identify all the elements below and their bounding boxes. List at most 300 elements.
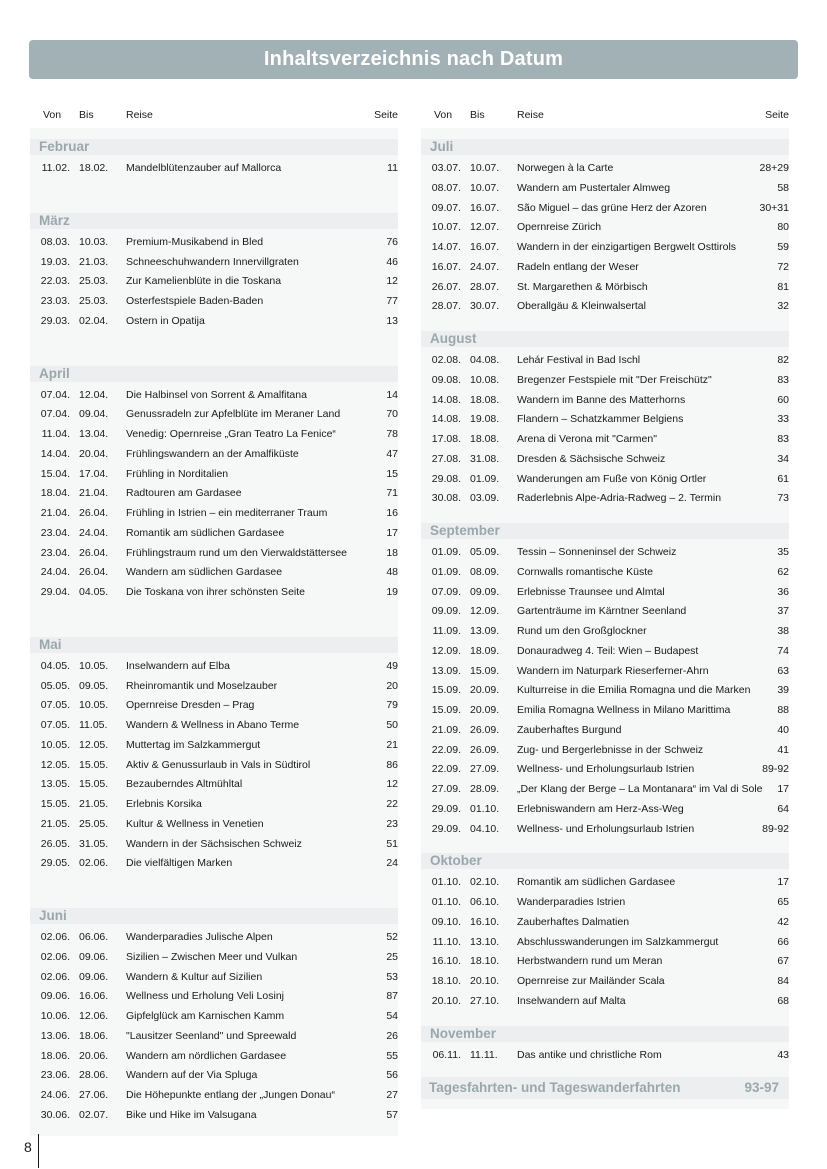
date-to: 19.08. [470, 413, 500, 426]
date-from: 02.06. [40, 931, 70, 943]
list-item [30, 736, 398, 756]
trip-name: Flandern – Schatzkammer Belgiens [517, 413, 684, 426]
trip-name: Mandelblütenzauber auf Mallorca [126, 162, 282, 174]
date-from: 08.07. [431, 181, 461, 194]
date-to: 08.09. [470, 565, 500, 578]
day-trips-pages: 93-97 [744, 1080, 779, 1096]
date-from: 07.04. [40, 388, 70, 401]
date-from: 24.04. [40, 566, 70, 579]
date-from: 15.04. [40, 467, 70, 480]
trip-name: Oberallgäu & Kleinwalsertal [517, 300, 646, 313]
list-item [421, 780, 789, 800]
trip-name: Cornwalls romantische Küste [517, 565, 653, 578]
trip-name: Die Höhepunkte entlang der „Jungen Donau“ [126, 1089, 335, 1101]
date-to: 02.06. [79, 857, 109, 870]
date-to: 24.07. [470, 260, 500, 273]
date-to: 04.05. [79, 586, 109, 598]
date-to: 20.04. [79, 447, 109, 460]
date-from: 22.09. [431, 743, 461, 756]
list-item [30, 312, 398, 332]
list-item [30, 854, 398, 874]
list-item [30, 716, 398, 736]
trip-name: Gartenträume im Kärntner Seenland [517, 605, 687, 618]
date-from: 26.07. [431, 280, 461, 293]
right-column [421, 100, 789, 1109]
date-from: 07.09. [431, 585, 461, 598]
date-from: 09.09. [431, 605, 461, 618]
page-ref: 16 [386, 507, 398, 519]
page-ref: 76 [386, 235, 398, 248]
page-ref: 82 [777, 354, 789, 366]
trip-name: Radeln entlang der Weser [517, 260, 639, 273]
page-ref: 56 [386, 1069, 398, 1082]
list-item [30, 405, 398, 425]
page-ref: 50 [386, 719, 398, 731]
page-ref: 36 [777, 585, 789, 598]
date-from: 09.10. [431, 915, 461, 928]
date-to: 09.04. [79, 408, 109, 421]
list-item [421, 992, 789, 1012]
date-to: 03.09. [470, 492, 500, 505]
page-ref: 37 [777, 605, 789, 618]
trip-name: Wandern am nördlichen Gardasee [126, 1049, 287, 1062]
date-to: 26.04. [79, 546, 109, 559]
list-item [30, 815, 398, 835]
trip-name: Das antike und christliche Rom [517, 1048, 662, 1061]
trip-name: Raderlebnis Alpe-Adria-Radweg – 2. Termin [517, 492, 722, 505]
trip-name: Abschlusswanderungen im Salzkammergut [517, 935, 719, 948]
date-from: 14.04. [40, 447, 70, 460]
date-from: 02.06. [40, 970, 70, 983]
trip-name: Radtouren am Gardasee [126, 487, 242, 500]
page-ref: 78 [386, 428, 398, 440]
day-trips-entry [421, 1077, 789, 1099]
list-item [30, 835, 398, 855]
list-item [30, 292, 398, 312]
date-to: 04.08. [470, 354, 500, 366]
trip-name: Wandern im Naturpark Rieserferner-Ahrn [517, 664, 709, 677]
trip-name: Erlebnisse Traunsee und Almtal [517, 585, 665, 598]
date-to: 18.10. [470, 955, 500, 968]
page-ref: 88 [777, 704, 789, 716]
trip-name: Wandern auf der Via Spluga [126, 1069, 258, 1082]
date-to: 02.04. [79, 314, 109, 327]
list-item [421, 410, 789, 430]
date-to: 11.05. [79, 719, 108, 731]
left-column [30, 100, 398, 1136]
page-ref: 28+29 [759, 162, 789, 174]
date-from: 18.04. [40, 487, 70, 500]
date-to: 13.09. [470, 625, 500, 637]
trip-name: Ostern in Opatija [126, 314, 205, 327]
header-seite: Seite [765, 109, 789, 121]
date-from: 22.03. [40, 275, 70, 288]
header-von: Von [43, 109, 62, 121]
trip-name: Wandern & Wellness in Abano Terme [126, 719, 300, 731]
date-to: 09.06. [79, 950, 109, 963]
page-ref: 63 [777, 664, 789, 677]
trip-name: Wanderungen am Fuße von König Ortler [517, 472, 707, 485]
list-item [421, 351, 789, 371]
list-item [421, 450, 789, 470]
page-ref: 86 [386, 758, 398, 771]
date-from: 02.08. [431, 354, 461, 366]
date-from: 21.05. [40, 817, 70, 830]
month-heading: Juli [421, 139, 789, 155]
date-from: 13.06. [40, 1029, 70, 1042]
date-from: 04.05. [40, 659, 70, 672]
date-from: 19.03. [40, 255, 70, 268]
date-from: 12.05. [40, 758, 70, 771]
date-from: 07.05. [40, 699, 70, 712]
list-item [421, 297, 789, 317]
list-item [30, 504, 398, 524]
date-from: 10.05. [40, 738, 70, 751]
page-ref: 67 [777, 955, 789, 968]
page-ref: 43 [777, 1048, 789, 1061]
page-ref: 55 [386, 1049, 398, 1062]
date-to: 21.03. [79, 255, 109, 268]
date-to: 31.05. [79, 837, 109, 850]
date-to: 26.09. [470, 723, 500, 736]
left-panel [30, 128, 398, 1136]
date-to: 05.09. [470, 546, 500, 558]
date-to: 20.10. [470, 975, 500, 987]
date-from: 18.10. [431, 975, 461, 987]
list-item [421, 701, 789, 721]
page-ref: 20 [386, 679, 398, 692]
divider [38, 1134, 39, 1168]
date-from: 09.07. [431, 201, 461, 214]
trip-name: Frühling in Norditalien [126, 467, 229, 480]
page-ref: 83 [777, 373, 789, 386]
list-item [30, 696, 398, 716]
page-ref: 12 [386, 778, 398, 791]
page-ref: 22 [386, 798, 398, 810]
page-ref: 14 [386, 388, 398, 401]
date-from: 29.09. [431, 802, 461, 815]
date-from: 11.02. [41, 162, 70, 174]
list-item [421, 933, 789, 953]
date-from: 14.07. [431, 241, 461, 253]
list-item [30, 1047, 398, 1067]
page-ref: 87 [386, 990, 398, 1003]
date-to: 26.04. [79, 566, 109, 579]
date-to: 25.03. [79, 295, 109, 307]
page-ref: 24 [386, 857, 398, 870]
date-from: 23.04. [40, 546, 70, 559]
list-item [421, 741, 789, 761]
page-ref: 33 [777, 413, 789, 426]
trip-name: Emilia Romagna Wellness in Milano Marittima [517, 704, 731, 716]
right-panel [421, 128, 789, 1109]
date-from: 16.07. [431, 260, 461, 273]
page-ref: 77 [386, 295, 398, 307]
page-ref: 25 [386, 950, 398, 963]
date-to: 21.04. [79, 487, 109, 500]
date-from: 07.04. [40, 408, 70, 421]
list-item [30, 657, 398, 677]
page-ref: 15 [386, 467, 398, 480]
date-to: 06.06. [79, 931, 109, 943]
date-to: 02.10. [470, 876, 500, 889]
date-from: 17.08. [431, 433, 461, 445]
date-to: 04.10. [470, 822, 500, 835]
trip-name: Rheinromantik und Moselzauber [126, 679, 278, 692]
trip-name: Erlebnis Korsika [126, 798, 202, 810]
date-from: 22.09. [431, 763, 461, 776]
date-from: 08.03. [40, 235, 70, 248]
date-from: 29.04. [40, 586, 70, 598]
date-from: 11.09. [432, 625, 461, 637]
list-item [30, 233, 398, 253]
list-item [421, 199, 789, 219]
list-item [30, 1086, 398, 1106]
trip-name: Wanderparadies Istrien [517, 896, 626, 908]
trip-name: Bezauberndes Altmühltal [126, 778, 243, 791]
list-item [421, 952, 789, 972]
date-to: 13.04. [79, 428, 109, 440]
page-ref: 26 [386, 1029, 398, 1042]
list-item [30, 948, 398, 968]
trip-name: Wandern im Banne des Matterhorns [517, 393, 686, 406]
list-item [421, 470, 789, 490]
page-ref: 80 [777, 221, 789, 234]
date-from: 29.09. [431, 822, 461, 835]
page-ref: 47 [386, 447, 398, 460]
date-from: 14.08. [431, 393, 461, 406]
list-item [421, 391, 789, 411]
list-item [30, 928, 398, 948]
date-to: 18.06. [79, 1029, 109, 1042]
list-item [30, 425, 398, 445]
page-ref: 72 [777, 260, 789, 273]
column-header [421, 100, 789, 128]
trip-name: Wandern in der Sächsischen Schweiz [126, 837, 302, 850]
date-to: 12.09. [470, 605, 500, 618]
trip-name: Gipfelglück am Karnischen Kamm [126, 1010, 285, 1022]
page-ref: 89-92 [762, 822, 789, 835]
page-ref: 23 [386, 817, 398, 830]
list-item [421, 622, 789, 642]
date-to: 20.06. [79, 1049, 109, 1062]
list-item [30, 987, 398, 1007]
date-from: 10.06. [40, 1010, 70, 1022]
list-item [30, 677, 398, 697]
date-from: 11.04. [41, 428, 70, 440]
date-to: 21.05. [79, 798, 109, 810]
page-ref: 53 [386, 970, 398, 983]
header-bis: Bis [470, 109, 485, 121]
date-to: 15.05. [79, 758, 109, 771]
trip-name: Kulturreise in die Emilia Romagna und die Marken [517, 684, 751, 697]
date-to: 31.08. [470, 452, 500, 465]
page-ref: 66 [777, 935, 789, 948]
date-from: 09.06. [40, 990, 70, 1003]
date-from: 15.09. [431, 704, 461, 716]
date-to: 27.06. [79, 1089, 109, 1101]
date-from: 12.09. [431, 644, 461, 657]
trip-name: Wanderparadies Julische Alpen [126, 931, 273, 943]
trip-name: Bregenzer Festspiele mit "Der Freischütz" [517, 373, 712, 386]
trip-name: Donauradweg 4. Teil: Wien – Budapest [517, 644, 699, 657]
date-to: 16.07. [470, 201, 500, 214]
list-item [30, 445, 398, 465]
date-from: 24.06. [40, 1089, 70, 1101]
page-ref: 39 [777, 684, 789, 697]
column-header [30, 100, 398, 128]
date-from: 05.05. [40, 679, 70, 692]
trip-name: Opernreise Dresden – Prag [126, 699, 255, 712]
date-to: 09.09. [470, 585, 500, 598]
date-from: 28.07. [431, 300, 461, 313]
list-item [421, 893, 789, 913]
month-heading: März [30, 213, 398, 229]
page-ref: 52 [386, 931, 398, 943]
date-to: 09.06. [79, 970, 109, 983]
trip-name: Die Halbinsel von Sorrent & Amalfitana [126, 388, 307, 401]
page-ref: 57 [386, 1108, 398, 1121]
date-from: 21.04. [40, 507, 70, 519]
list-item [421, 602, 789, 622]
trip-name: Frühlingstraum rund um den Vierwaldstättersee [126, 546, 347, 559]
date-to: 17.04. [79, 467, 109, 480]
trip-name: Tessin – Sonneninsel der Schweiz [517, 546, 677, 558]
date-to: 26.09. [470, 743, 500, 756]
list-item [421, 258, 789, 278]
list-item [421, 800, 789, 820]
trip-name: Arena di Verona mit "Carmen" [517, 433, 657, 445]
date-to: 15.05. [79, 778, 109, 791]
page-number: 8 [24, 1139, 32, 1155]
trip-name: Zauberhaftes Burgund [517, 723, 622, 736]
date-from: 03.07. [431, 162, 461, 174]
page-ref: 59 [777, 241, 789, 253]
list-item [30, 253, 398, 273]
date-to: 16.06. [79, 990, 109, 1003]
date-to: 27.10. [470, 994, 500, 1007]
trip-name: Opernreise zur Mailänder Scala [517, 975, 665, 987]
date-to: 10.07. [470, 162, 500, 174]
page-ref: 32 [777, 300, 789, 313]
trip-name: Sizilien – Zwischen Meer und Vulkan [126, 950, 298, 963]
date-to: 16.07. [470, 241, 500, 253]
trip-name: Genussradeln zur Apfelblüte im Meraner Land [126, 408, 341, 421]
date-from: 11.10. [432, 935, 461, 948]
list-item [30, 1007, 398, 1027]
header-reise: Reise [517, 109, 544, 121]
list-item [421, 278, 789, 298]
header-von: Von [434, 109, 453, 121]
page-ref: 41 [777, 743, 789, 756]
list-item [421, 721, 789, 741]
trip-name: Bike und Hike im Valsugana [126, 1108, 257, 1121]
header-reise: Reise [126, 109, 153, 121]
date-to: 12.07. [470, 221, 500, 234]
date-from: 09.08. [431, 373, 461, 386]
trip-name: St. Margarethen & Mörbisch [517, 280, 648, 293]
list-item [421, 681, 789, 701]
page-ref: 35 [777, 546, 789, 558]
date-from: 20.10. [431, 994, 461, 1007]
date-to: 20.09. [470, 704, 500, 716]
trip-name: Frühling in Istrien – ein mediterraner Traum [126, 507, 328, 519]
page-ref: 46 [386, 255, 398, 268]
list-item [421, 583, 789, 603]
page-ref: 51 [386, 837, 398, 850]
trip-name: Dresden & Sächsische Schweiz [517, 452, 666, 465]
date-to: 11.11. [470, 1048, 498, 1061]
trip-name: Herbstwandern rund um Meran [517, 955, 663, 968]
page-ref: 68 [777, 994, 789, 1007]
trip-name: Zug- und Bergerlebnisse in der Schweiz [517, 743, 704, 756]
page-ref: 40 [777, 723, 789, 736]
date-to: 12.06. [79, 1010, 109, 1022]
trip-name: Frühlingswandern an der Amalfiküste [126, 447, 299, 460]
date-to: 02.07. [79, 1108, 109, 1121]
date-from: 13.09. [431, 664, 461, 677]
page-ref: 17 [777, 876, 789, 889]
date-to: 20.09. [470, 684, 500, 697]
list-item [421, 179, 789, 199]
date-to: 10.03. [79, 235, 109, 248]
trip-name: Zauberhaftes Dalmatien [517, 915, 630, 928]
date-from: 15.09. [431, 684, 461, 697]
date-from: 23.04. [40, 526, 70, 539]
list-item [30, 756, 398, 776]
header-bis: Bis [79, 109, 94, 121]
list-item [30, 968, 398, 988]
page-ref: 12 [386, 275, 398, 288]
trip-name: Erlebniswandern am Herz-Ass-Weg [517, 802, 684, 815]
date-from: 13.05. [40, 778, 70, 791]
month-heading: September [421, 523, 789, 539]
month-heading: August [421, 331, 789, 347]
page-ref: 42 [777, 915, 789, 928]
page-ref: 58 [777, 181, 789, 194]
date-from: 29.08. [431, 472, 461, 485]
date-to: 28.06. [79, 1069, 109, 1082]
page-ref: 34 [777, 452, 789, 465]
trip-name: Zur Kamelienblüte in die Toskana [126, 275, 282, 288]
list-item [30, 524, 398, 544]
list-item [421, 563, 789, 583]
list-item [30, 544, 398, 564]
page-title: Inhaltsverzeichnis nach Datum [29, 40, 798, 79]
date-from: 01.09. [431, 565, 461, 578]
list-item [30, 484, 398, 504]
date-from: 07.05. [40, 719, 70, 731]
list-item [421, 1046, 789, 1066]
page-ref: 49 [386, 659, 398, 672]
date-from: 23.03. [40, 295, 70, 307]
trip-name: São Miguel – das grüne Herz der Azoren [517, 201, 707, 214]
date-from: 30.06. [40, 1108, 70, 1121]
page-ref: 70 [386, 408, 398, 421]
trip-name: Inselwandern auf Malta [517, 994, 626, 1007]
date-to: 24.04. [79, 526, 109, 539]
list-item [421, 760, 789, 780]
date-to: 10.08. [470, 373, 500, 386]
trip-name: Lehár Festival in Bad Ischl [517, 354, 641, 366]
page-ref: 27 [386, 1089, 398, 1101]
date-to: 30.07. [470, 300, 500, 313]
date-to: 28.07. [470, 280, 500, 293]
date-to: 26.04. [79, 507, 109, 519]
date-to: 10.07. [470, 181, 500, 194]
page-ref: 60 [777, 393, 789, 406]
date-to: 27.09. [470, 763, 500, 776]
